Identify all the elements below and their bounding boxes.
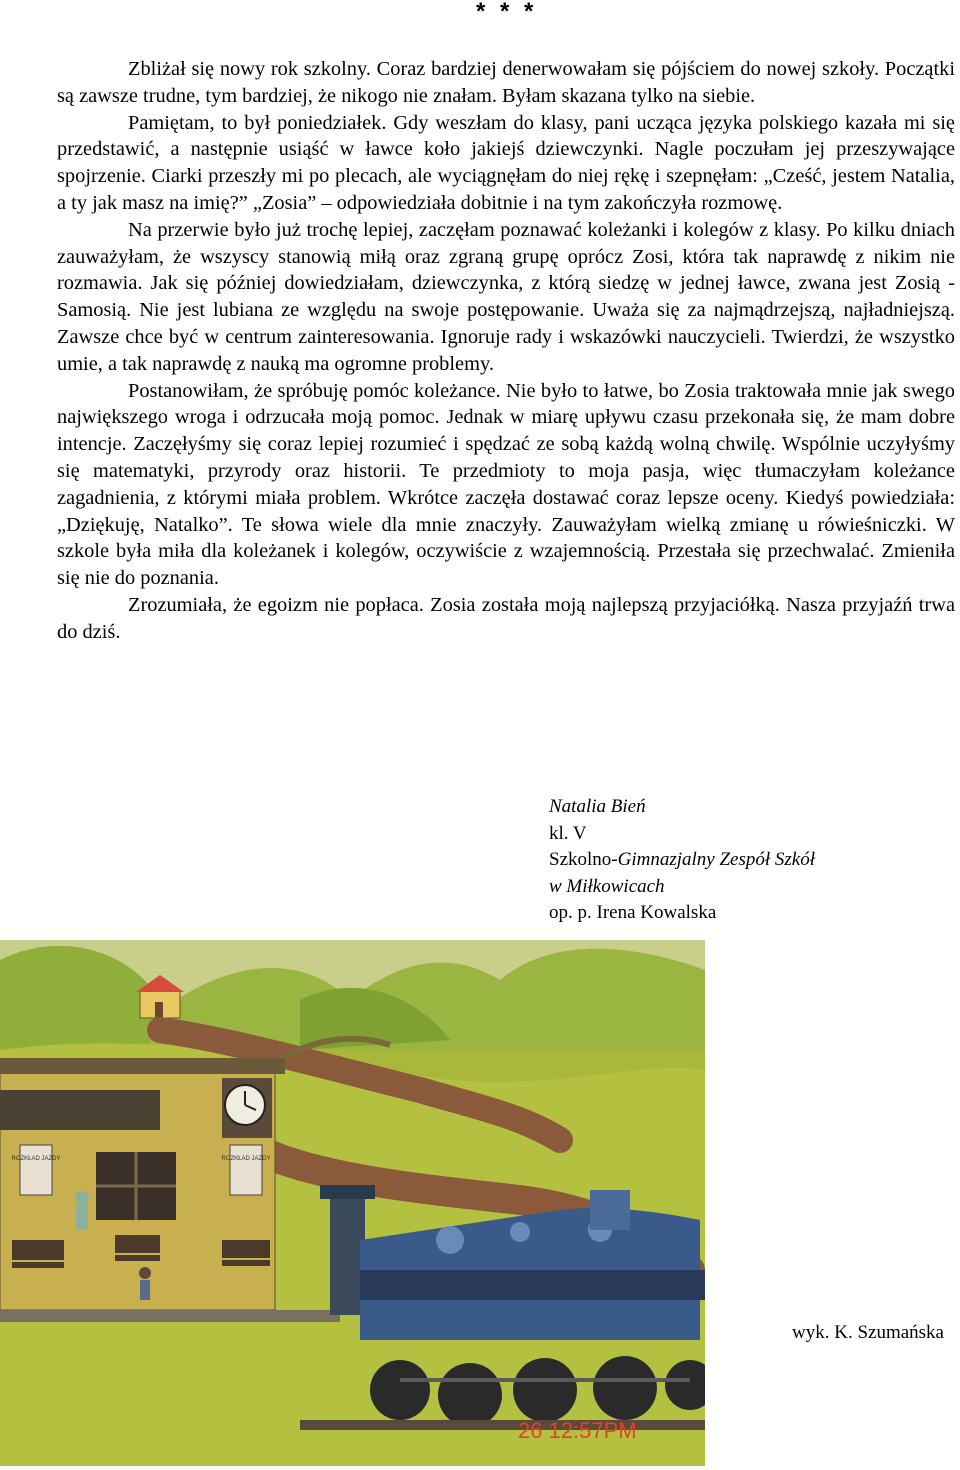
author-class: kl. V: [549, 822, 587, 844]
school-location: w Miłkowicach: [549, 875, 665, 897]
camera-timestamp: 26 12:57PM: [518, 1418, 637, 1443]
paragraph: Postanowiłam, że spróbuję pomóc koleżance. Nie było to łatwe, bo Zosia traktowała mnie jak swego największego wroga i odrzucała moją pomoc. Jednak w miarę upływu czasu przekonała się, że mam dobre intencje. Zaczęłyśmy się coraz lepiej rozumieć i spędzać ze sobą każdą wolną chwilę. Wspólnie uczyłyśmy się matematyki, przyrody oraz historii. Te przedmioty to moja pasja, więc tłumaczyłam koleżance zagadnienia, z którymi miała problem. Wkrótce zaczęła dostawać coraz lepsze oceny. Kiedyś powiedziała: „Dziękuję, Natalko”. Te słowa wiele dla mnie znaczyły. Zauważyłam wielką zmianę u rówieśniczki. W szkole była miła dla koleżanek i kolegów, oczywiście z wzajemnością. Przestała się przechwalać. Zmieniła się nie do poznania.: [57, 379, 955, 590]
paragraph: Zrozumiała, że egoizm nie popłaca. Zosia została moją najlepszą przyjaciółką. Nasza przyjaźń trwa do dziś.: [57, 593, 955, 643]
author-name: Natalia Bień: [549, 796, 646, 817]
timetable-sign-left: ROZKŁAD JAZDY: [11, 1156, 61, 1162]
paragraph: Zbliżał się nowy rok szkolny. Coraz bardziej denerwowałam się pójściem do nowej szkoły. Początki są zawsze trudne, tym bardziej, że nikogo nie znałam. Byłam skazana tylko na siebie.: [57, 58, 955, 107]
timetable-sign-right: ROZKŁAD JAZDY: [221, 1156, 271, 1162]
school-name-part: Szkolno-: [549, 849, 618, 870]
paragraph: Pamiętam, to był poniedziałek. Gdy weszłam do klasy, pani ucząca języka polskiego kazała mi się przedstawić, a następnie usiąść w ławce koło jakiejś dziewczynki. Nagle poczułam jej przeszywające spojrzenie. Ciarki przeszły mi po plecach, ale wyciągnęłam do niej rękę i szepnęłam: „Cześć, jestem Natalia, a ty jak masz na imię?” „Zosia” – odpowiedziała dobitnie i na tym zakończyła rozmowę.: [57, 111, 955, 214]
school-name: [549, 847, 815, 874]
section-separator: * * *: [476, 0, 538, 25]
story-text: [57, 56, 955, 646]
drawing-credit: wyk. K. Szumańska: [792, 1322, 944, 1343]
school-name-part: Gimnazjalny Zespół Szkół: [617, 849, 815, 870]
signature-block: [549, 794, 815, 927]
paragraph: Na przerwie było już trochę lepiej, zaczęłam poznawać koleżanki i kolegów z klasy. Po kilku dniach zauważyłam, że wszyscy stanowią miłą oraz zgraną grupę oprócz Zosi, która tak naprawdę z nikim nie rozmawia. Jak się później dowiedziałam, dziewczynka, z którą siedzę w jednej ławce, zwana jest Zosią - Samosią. Nie jest lubiana ze względu na swoje postępowanie. Uważa się za najmądrzejszą, najładniejszą. Zawsze chce być w centrum zainteresowania. Ignoruje rady i wskazówki nauczycieli. Twierdzi, że wszystko umie, a tak naprawdę z nauką ma ogromne problemy.: [57, 218, 955, 375]
teacher-name: op. p. Irena Kowalska: [549, 902, 717, 923]
child-drawing: [0, 940, 705, 1466]
